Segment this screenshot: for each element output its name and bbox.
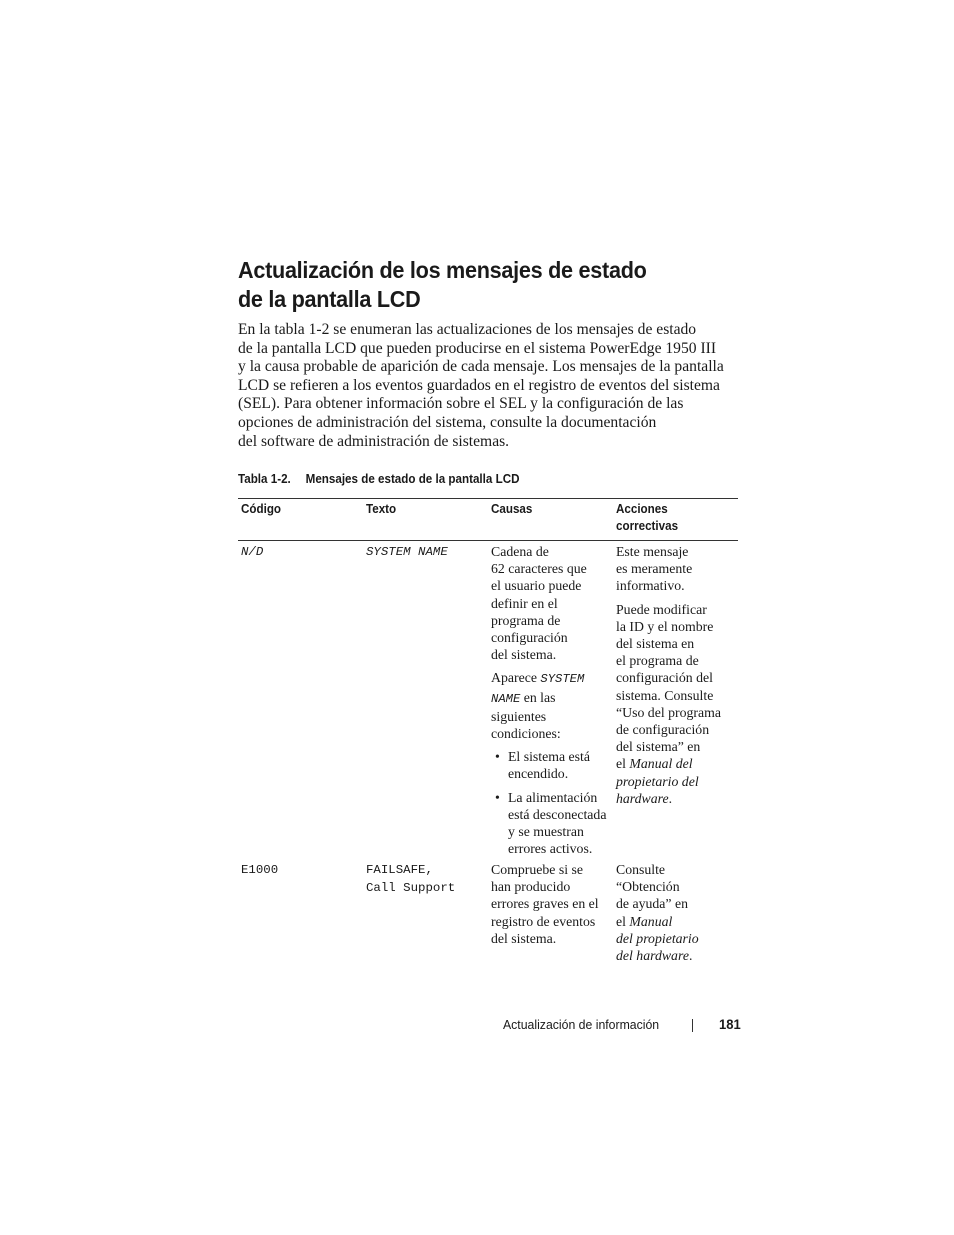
caption-title: Mensajes de estado de la pantalla LCD [305,472,520,486]
row1-causes-para-1 [491,543,606,663]
table-top-rule [238,498,738,499]
header-actions-line-2: correctivas [616,519,679,533]
footer-separator [692,1019,693,1032]
row1-code-value: N/D [241,545,264,559]
footer-section-name: Actualización de información [503,1017,660,1032]
text-line: del sistema. [491,930,557,946]
row1-text [366,543,448,561]
intro-line: opciones de administración del sistema, consulte la documentación [238,413,657,431]
text-line: y se muestran [508,824,584,840]
text-line: está desconectada [508,806,607,822]
text-line: Este mensaje [616,544,689,559]
row1-actions-para-1 [616,543,721,595]
text-fragment: . [668,790,673,806]
text-line: “Uso del programa [616,704,721,720]
text-line: de ayuda” en [616,896,689,912]
text-line: errores activos. [508,841,593,857]
text-fragment: el [616,913,630,929]
row1-actions [616,543,721,813]
text-fragment: Aparece [491,670,541,686]
system-name-code: SYSTEM [540,672,585,687]
row1-text-value: SYSTEM NAME [366,545,448,559]
intro-line: (SEL). Para obtener información sobre el SEL y la configuración de las [238,395,684,413]
manual-reference: hardware [616,790,669,806]
text-line [616,913,699,930]
text-line: Cadena de [491,544,549,559]
bullet-item [491,789,606,858]
header-code [241,501,281,518]
bullet-icon: • [495,749,500,765]
text-line: del sistema. [491,647,557,663]
bullet-item [491,748,606,782]
intro-line: En la tabla 1-2 se enumeran las actualizaciones de los mensajes de estado [238,321,697,338]
intro-line: del software de administración de sistemas. [238,432,510,450]
row2-text-value: FAILSAFE, [366,863,433,877]
text-fragment: . [688,948,693,964]
row1-actions-para-2 [616,601,721,807]
header-causes [491,501,532,518]
text-line: registro de eventos [491,913,596,929]
intro-line: de la pantalla LCD que pueden producirse en el sistema PowerEdge 1950 III [238,339,717,357]
text-line: configuración [491,630,568,646]
text-line: han producido [491,879,571,895]
text-line [616,755,721,772]
text-line: definir en el [491,595,558,611]
page-number: 181 [719,1016,741,1032]
manual-reference: Manual del [629,756,693,772]
heading-line-1: Actualización de los mensajes de estado [238,257,647,283]
row2-text [366,861,455,897]
text-line: del sistema” en [616,739,701,755]
row2-code-value: E1000 [241,863,279,877]
text-line: condiciones: [491,726,561,742]
text-line: configuración del [616,670,713,686]
header-code-label: Código [241,502,282,516]
row2-code [241,861,278,879]
text-line: Puede modificar [616,601,707,617]
table-caption [238,471,519,487]
manual-reference: del hardware [616,948,689,964]
text-line [616,790,721,807]
row1-causes [491,543,606,863]
text-line: del sistema en [616,636,695,652]
text-line: el programa de [616,653,699,669]
header-actions-line-1: Acciones [616,502,668,516]
header-actions [616,501,678,535]
text-line: el usuario puede [491,578,582,594]
text-line: Compruebe si se [491,862,583,877]
text-line: siguientes [491,708,547,724]
text-line: errores graves en el [491,896,599,912]
table-header-rule [238,540,738,541]
intro-line: LCD se refieren a los eventos guardados en el registro de eventos del sistema [238,376,720,394]
text-line [491,669,606,688]
text-fragment: el [616,756,630,772]
system-name-code: NAME [491,691,521,706]
text-line: sistema. Consulte [616,687,714,703]
row1-code [241,543,263,561]
intro-line: y la causa probable de aparición de cada mensaje. Los mensajes de la pantalla [238,358,724,376]
text-line [491,689,606,708]
text-line: la ID y el nombre [616,618,714,634]
header-text [366,501,396,518]
row2-causes [491,861,599,947]
text-line: La alimentación [508,789,598,805]
section-heading [238,256,698,314]
text-line: 62 caracteres que [491,561,587,577]
row2-text-value: Call Support [366,881,456,895]
text-line: de configuración [616,722,710,738]
text-fragment: en las [520,689,556,705]
caption-label: Tabla 1-2. [238,472,291,486]
text-line: es meramente [616,561,693,577]
text-line: El sistema está [508,749,590,765]
row1-causes-para-2 [491,669,606,742]
text-line: programa de [491,612,561,628]
manual-reference: Manual [629,913,673,929]
header-text-label: Texto [366,502,397,516]
text-line: informativo. [616,578,685,594]
bullet-icon: • [495,789,500,805]
intro-paragraph [238,321,748,451]
manual-reference: propietario del [616,773,699,789]
text-line: “Obtención [616,879,680,895]
manual-reference: del propietario [616,930,699,946]
text-line: encendido. [508,766,569,782]
text-line: Consulte [616,862,666,877]
row2-actions [616,861,699,964]
heading-line-2: de la pantalla LCD [238,286,421,312]
text-line [616,947,699,964]
header-causes-label: Causas [491,502,533,516]
